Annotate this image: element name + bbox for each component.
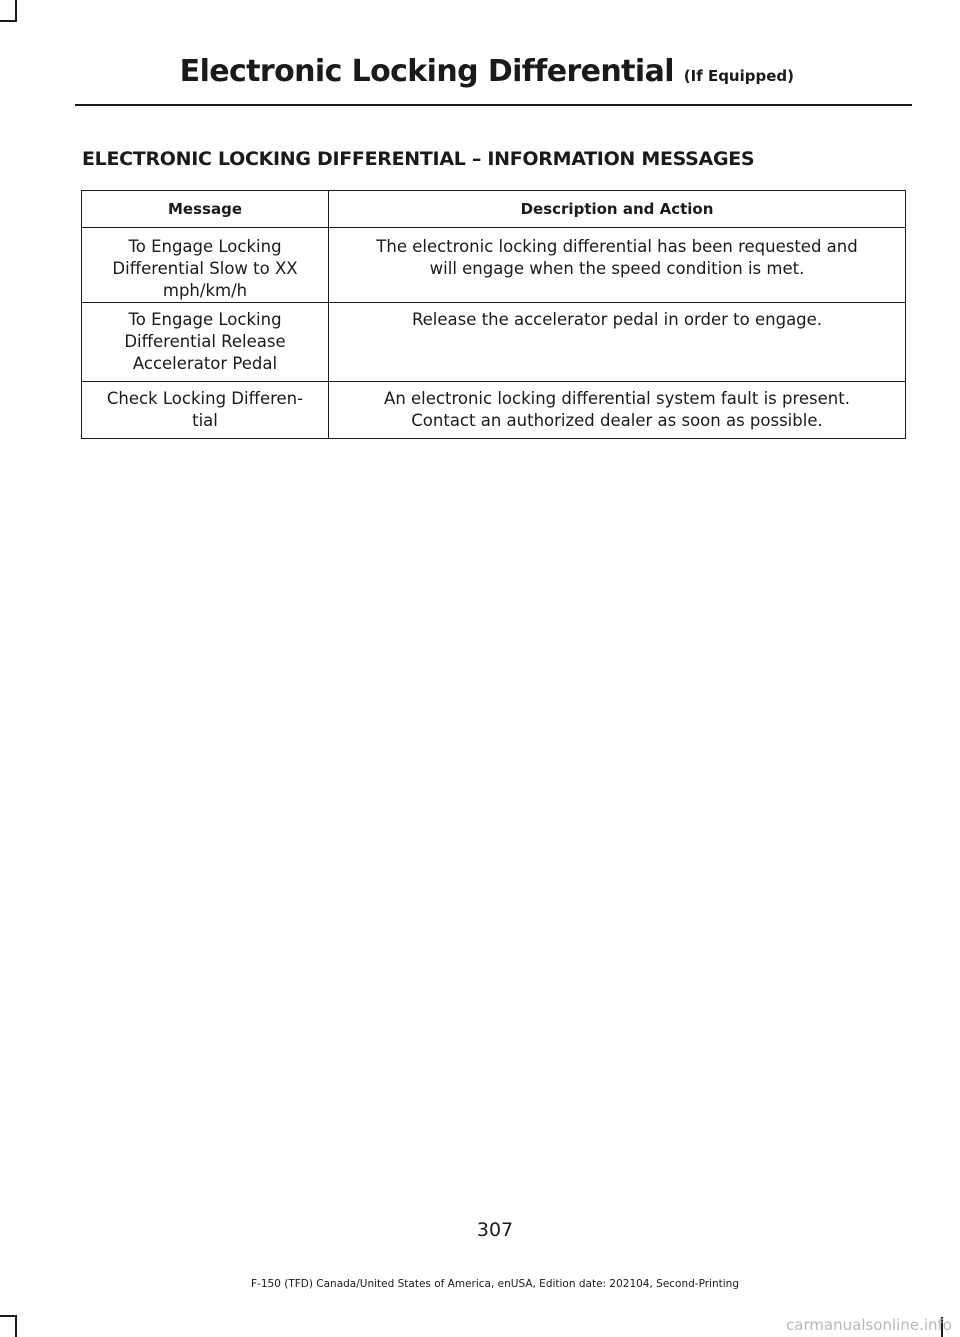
- description-cell: [329, 382, 906, 439]
- message-line: mph/km/h: [162, 281, 248, 300]
- section-heading: ELECTRONIC LOCKING DIFFERENTIAL – INFORMATION MESSAGES: [82, 148, 755, 170]
- chapter-title-text: Electronic Locking Differential: [179, 54, 674, 89]
- crop-mark-bottom-left: [15, 1317, 17, 1337]
- description-line: will engage when the speed condition is met.: [429, 259, 805, 278]
- description-line: Release the accelerator pedal in order to engage.: [411, 310, 823, 329]
- column-header-message: Message: [82, 191, 329, 228]
- description-line: Contact an authorized dealer as soon as possible.: [411, 411, 823, 430]
- column-header-description: Description and Action: [329, 191, 906, 228]
- table-row: [82, 228, 906, 303]
- crop-mark-bottom-left-h: [0, 1315, 17, 1317]
- message-line: Check Locking Differen-: [106, 389, 304, 408]
- watermark: carmanualsonline.info: [786, 1316, 952, 1334]
- table-row: [82, 303, 906, 382]
- message-line: Differential Slow to XX: [112, 259, 298, 278]
- description-cell: [329, 303, 906, 382]
- message-line: To Engage Locking: [128, 237, 282, 256]
- message-cell: [82, 382, 329, 439]
- chapter-title: [180, 54, 794, 89]
- crop-mark-top-left-h: [0, 20, 17, 22]
- table-header-row: [82, 191, 906, 228]
- header-rule: [75, 104, 912, 106]
- edition-footer: F-150 (TFD) Canada/United States of America, enUSA, Edition date: 202104, Second-Printing: [251, 1278, 739, 1290]
- message-line: To Engage Locking: [128, 310, 282, 329]
- description-line: The electronic locking differential has been requested and: [376, 237, 858, 256]
- table-row: [82, 382, 906, 439]
- message-line: Accelerator Pedal: [132, 354, 278, 373]
- information-messages-table: [81, 190, 906, 439]
- page-number: 307: [476, 1219, 514, 1241]
- message-cell: [82, 303, 329, 382]
- description-cell: [329, 228, 906, 303]
- description-line: An electronic locking differential system fault is present.: [384, 389, 850, 408]
- message-cell: [82, 228, 329, 303]
- crop-mark-top-left: [15, 0, 17, 20]
- message-line: Differential Release: [124, 332, 286, 351]
- message-line: tial: [192, 411, 218, 430]
- chapter-title-suffix: (If Equipped): [683, 67, 794, 85]
